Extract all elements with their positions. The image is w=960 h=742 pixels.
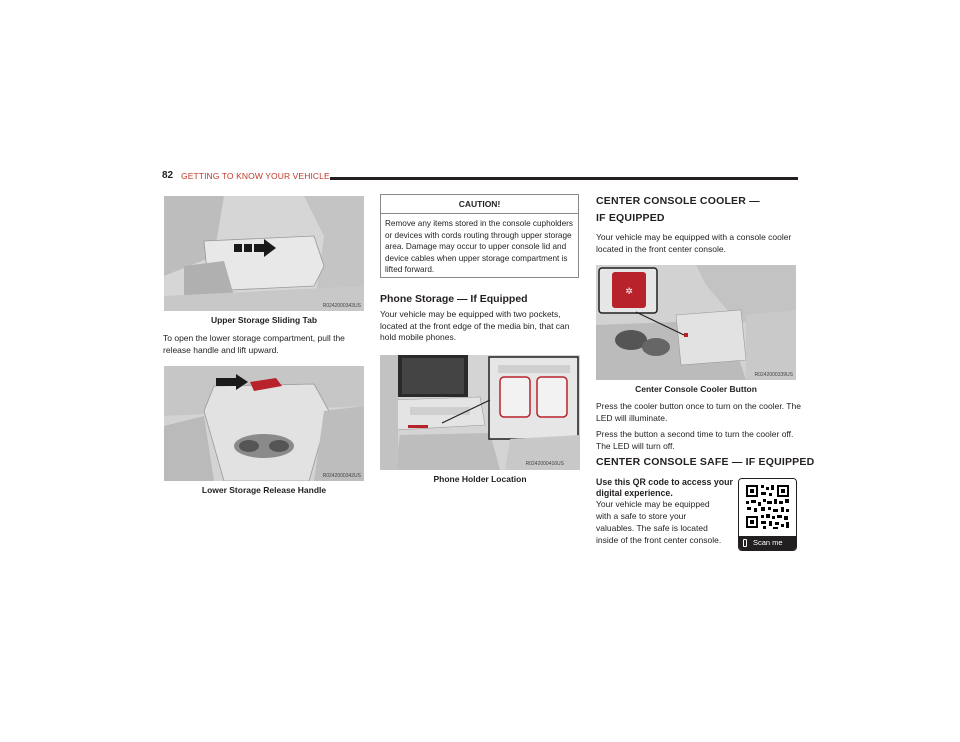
phone-storage-heading: Phone Storage — If Equipped	[380, 293, 528, 305]
qr-code[interactable]	[738, 478, 797, 551]
photo-caption: Center Console Cooler Button	[635, 384, 757, 394]
photo-ref: R0242000339US	[754, 372, 793, 378]
safe-text-line1: Your vehicle may be equipped	[596, 499, 710, 509]
phone-holder-photo	[380, 355, 580, 470]
qr-footer	[739, 536, 796, 550]
phone-icon	[743, 539, 747, 547]
photo-ref: R0242000342US	[322, 473, 361, 479]
paragraph: Press the button a second time to turn the cooler off. The LED will turn off.	[596, 429, 794, 451]
caution-box	[380, 194, 579, 278]
photo-caption: Upper Storage Sliding Tab	[210, 315, 318, 325]
section-title: GETTING TO KNOW YOUR VEHICLE	[181, 171, 330, 181]
cooler-heading-line2: IF EQUIPPED	[596, 212, 665, 224]
cooler-photo	[596, 265, 796, 380]
photo-ref: R0242000343US	[322, 303, 361, 309]
svg-text:✲: ✲	[625, 287, 633, 297]
safe-heading: CENTER CONSOLE SAFE — IF EQUIPPED	[596, 456, 815, 468]
upper-storage-photo	[164, 196, 364, 311]
paragraph: To open the lower storage compartment, pull the release handle and lift upward.	[163, 333, 345, 355]
paragraph: Press the cooler button once to turn on the cooler. The LED will illuminate.	[596, 401, 801, 423]
lower-storage-photo	[164, 366, 364, 481]
paragraph: Your vehicle may be equipped with a console cooler located in the front center console.	[596, 232, 792, 254]
page-number: 82	[162, 170, 174, 181]
qr-label: Scan me	[753, 538, 783, 547]
qr-prompt-line1: Use this QR code to access your	[596, 477, 733, 487]
caution-text: Remove any items stored in the console cupholders or devices with cords routing through upper storage area. Damage may occur to upper console lid and device cables when upper storage compartment is lifted forward.	[385, 219, 573, 275]
photo-ref: R0242000416US	[525, 461, 564, 467]
caution-title: CAUTION!	[381, 195, 578, 214]
header-rule	[330, 177, 798, 180]
paragraph: Your vehicle may be equipped with two pockets, located at the front edge of the media bin, that can hold mobile phones.	[380, 309, 570, 342]
photo-caption: Lower Storage Release Handle	[201, 485, 327, 495]
safe-text-line2: with a safe to store your	[596, 511, 687, 521]
photo-caption: Phone Holder Location	[433, 474, 527, 484]
safe-text-line4: inside of the front center console.	[596, 535, 722, 545]
cooler-heading-line1: CENTER CONSOLE COOLER —	[596, 195, 760, 207]
safe-text-line3: valuables. The safe is located	[596, 523, 708, 533]
qr-prompt-line2: digital experience.	[596, 488, 673, 498]
